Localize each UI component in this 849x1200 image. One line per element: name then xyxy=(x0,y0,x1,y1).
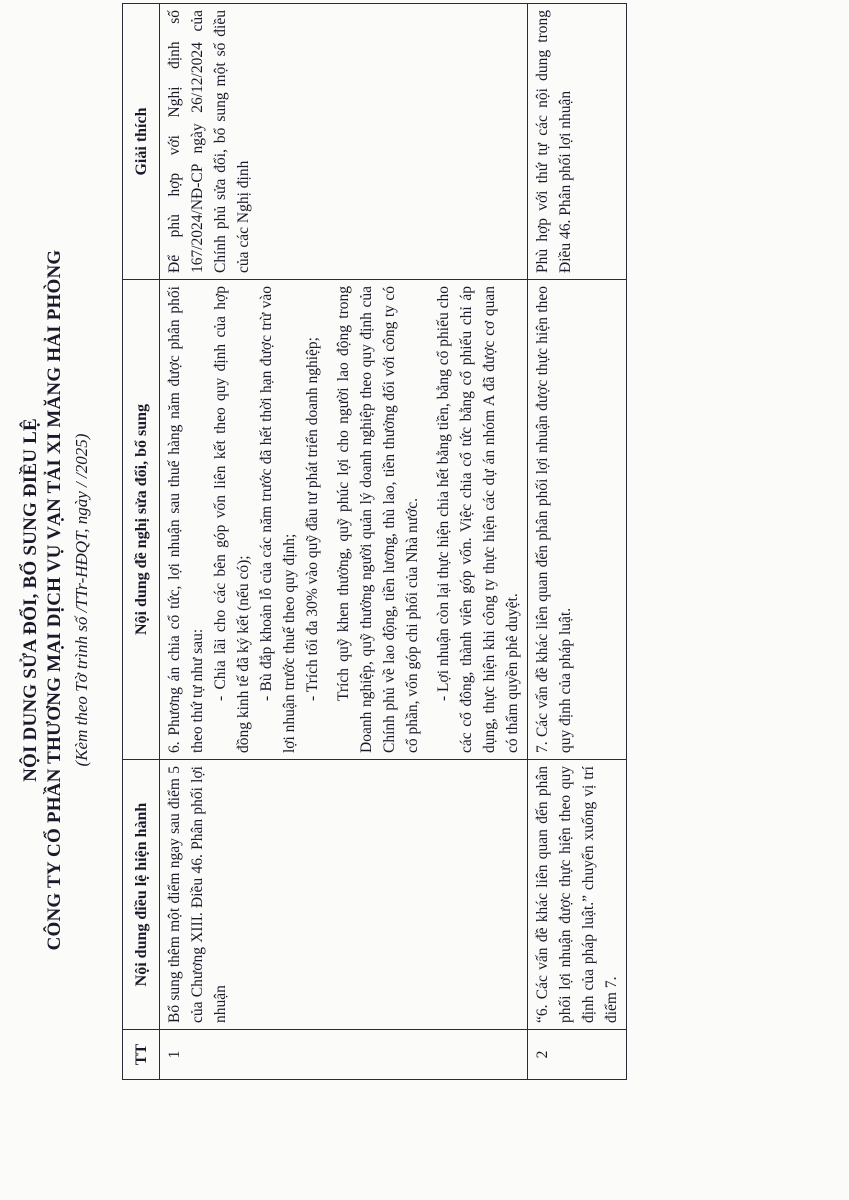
column-header-explanation: Giải thích xyxy=(123,4,160,280)
proposed-paragraph: - Bù đắp khoản lỗ của các năm trước đã hết thời hạn được trừ vào lợi nhuận trước thuế theo quy định; xyxy=(258,286,298,753)
row-number: 1 xyxy=(160,1030,528,1080)
proposed-paragraph: 7. Các vấn đề khác liên quan đến phân phối lợi nhuận được thực hiện theo quy định của pháp luật. xyxy=(534,286,574,753)
amendment-table xyxy=(122,3,627,1080)
explanation-cell: Phù hợp với thứ tự các nội dung trong Điều 46. Phân phối lợi nhuận xyxy=(528,4,627,280)
current-content-cell: “6. Các vấn đề khác liên quan đến phân phối lợi nhuận được thực hiện theo quy định của pháp luật.” chuyển xuống vị trí điểm 7. xyxy=(528,760,627,1030)
current-content-cell: Bổ sung thêm một điểm ngay sau điểm 5 của Chương XIII. Điều 46. Phân phối lợi nhuận xyxy=(160,760,528,1030)
row-number: 2 xyxy=(528,1030,627,1080)
table-row xyxy=(160,4,528,1080)
proposed-paragraph: - Lợi nhuận còn lại thực hiện chia hết bằng tiền, bằng cổ phiếu cho các cổ đông, thành viên góp vốn. Việc chia cổ tức bằng cổ phiếu chỉ áp dụng, thực hiện khi công ty thực hiện các dự án nhóm A đã được cơ quan có thẩm quyền phê duyệt. xyxy=(435,286,521,753)
proposed-paragraph: 6. Phương án chia cổ tức, lợi nhuận sau thuế hàng năm được phân phối theo thứ tự như sau: xyxy=(166,286,206,753)
table-row xyxy=(528,4,627,1080)
proposed-paragraph: - Trích tối đa 30% vào quỹ đầu tư phát triển doanh nghiệp; xyxy=(304,337,321,701)
proposed-paragraph: Trích quỹ khen thưởng, quỹ phúc lợi cho người lao động trong Doanh nghiệp, quỹ thưởng người quản lý doanh nghiệp theo quy định của Chính phủ về lao động, tiền lương, thù lao, tiền thưởng đối với công ty có cổ phần, vốn góp chi phối của Nhà nước. xyxy=(335,286,421,753)
proposed-content-cell xyxy=(528,280,627,760)
column-header-proposed: Nội dung đề nghị sửa đổi, bổ sung xyxy=(123,280,160,760)
column-header-tt: TT xyxy=(123,1030,160,1080)
document-subtitle: (Kèm theo Tờ trình số /TTr-HĐQT, ngày / /2025) xyxy=(72,433,91,767)
column-header-current: Nội dung điều lệ hiện hành xyxy=(123,760,160,1030)
company-name: CÔNG TY CỔ PHẦN THƯƠNG MẠI DỊCH VỤ VẠN TẢI XI MĂNG HẢI PHÒNG xyxy=(44,249,65,951)
table-header-row xyxy=(123,4,160,1080)
document-title: NỘI DUNG SỬA ĐỔI, BỔ SUNG ĐIỀU LỆ xyxy=(20,418,41,782)
proposed-paragraph: - Chia lãi cho các bên góp vốn liên kết theo quy định của hợp đồng kinh tế đã ký kết (nếu có); xyxy=(212,286,252,753)
explanation-cell: Để phù hợp với Nghị định số 167/2024/NĐ-CP ngày 26/12/2024 của Chính phủ sửa đổi, bổ sung một số điều của các Nghị định xyxy=(160,4,528,280)
proposed-content-cell xyxy=(160,280,528,760)
